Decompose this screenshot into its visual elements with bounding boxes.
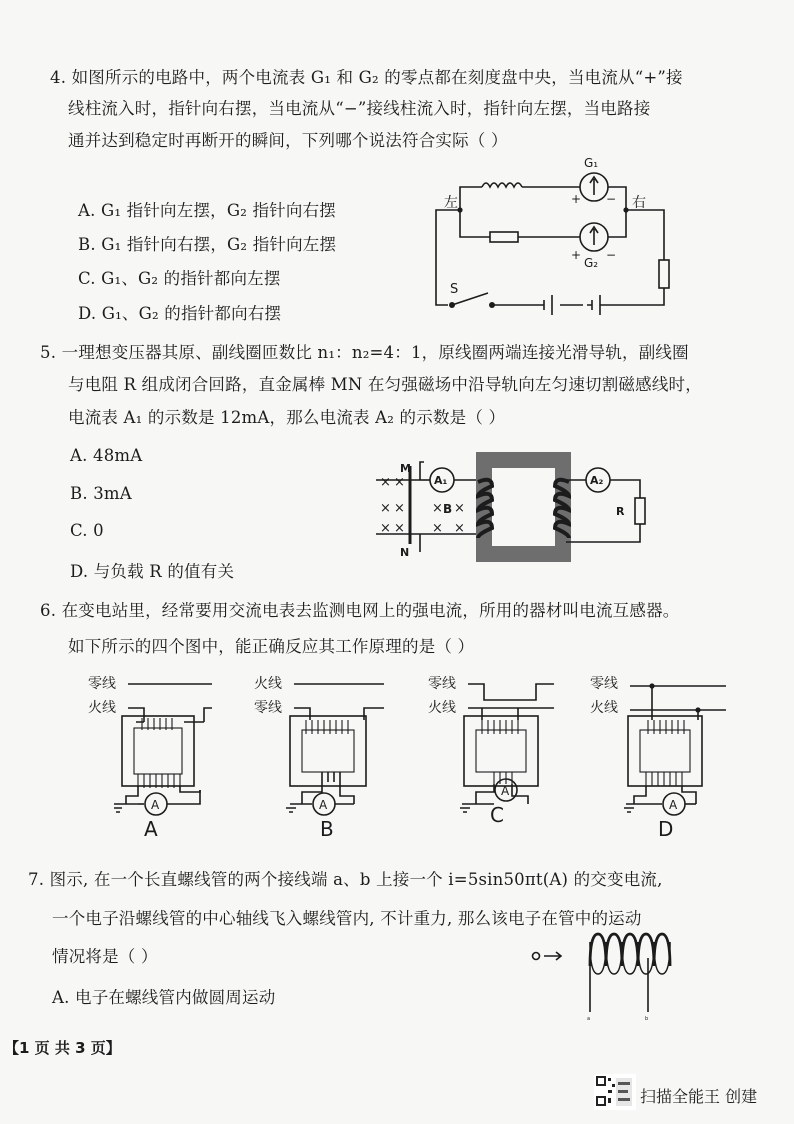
q4-option-b: B. G₁ 指针向右摆，G₂ 指针向左摆	[78, 235, 337, 254]
q6-fig-b-top-label: 火线	[254, 676, 282, 692]
page-number: 【1 页 共 3 页】	[4, 1039, 121, 1057]
q4-g1-minus: −	[606, 192, 617, 206]
q5-b-cross: ×	[432, 521, 443, 536]
q6-fig-d-bottom-label: 火线	[590, 700, 618, 716]
q6-fig-c-label: C	[490, 803, 504, 827]
q6-figure-d	[586, 672, 736, 842]
q5-option-d: D. 与负载 R 的值有关	[70, 562, 235, 581]
q5-b-cross: ×	[394, 501, 405, 516]
q6-figure-b	[250, 672, 390, 842]
q7-stem-line3: 情况将是（ ）	[52, 947, 158, 966]
q5-label-m: M	[400, 462, 411, 475]
q5-label-a2: A₂	[590, 474, 604, 487]
q6-fig-a-meter: A	[151, 798, 160, 812]
q6-stem-line1: 6. 在变电站里，经常要用交流电表去监测电网上的强电流，所用的器材叫电流互感器。	[40, 601, 680, 620]
q6-stem-line2: 如下所示的四个图中，能正确反应其工作原理的是（ ）	[68, 637, 475, 656]
q4-circuit-figure	[430, 155, 680, 315]
q4-label-g2: G₂	[584, 256, 599, 270]
q5-label-a1: A₁	[434, 474, 448, 487]
q6-fig-b-meter: A	[319, 798, 328, 812]
q4-stem-line2: 线柱流入时，指针向右摆，当电流从“−”接线柱流入时，指针向左摆，当电路接	[68, 99, 651, 118]
scanner-watermark: 扫描全能王 创建	[640, 1087, 758, 1106]
q5-stem-line2: 与电阻 R 组成闭合回路，直金属棒 MN 在匀强磁场中沿导轨向左匀速切割磁感线时，	[68, 375, 702, 394]
q5-b-cross: ×	[380, 475, 391, 490]
q4-option-d: D. G₁、G₂ 的指针都向右摆	[78, 304, 282, 323]
q4-option-c: C. G₁、G₂ 的指针都向左摆	[78, 269, 281, 288]
q5-b-cross: ×	[432, 501, 443, 516]
q6-figure-c	[424, 672, 564, 842]
q4-option-a: A. G₁ 指针向左摆，G₂ 指针向右摆	[78, 201, 336, 220]
q6-fig-c-bottom-label: 火线	[428, 700, 456, 716]
qr-code-icon	[594, 1074, 636, 1110]
q6-fig-d-label: D	[658, 817, 674, 841]
q6-fig-a-top-label: 零线	[88, 676, 116, 692]
q7-stem-line1: 7. 图示, 在一个长直螺线管的两个接线端 a、b 上接一个 i=5sin50πt(A) 的交变电流,	[28, 870, 663, 889]
q4-g1-plus: +	[571, 192, 582, 206]
q5-option-a: A. 48mA	[70, 446, 143, 465]
q5-b-cross: ×	[394, 521, 405, 536]
q5-b-cross: ×	[454, 501, 465, 516]
q5-option-b: B. 3mA	[70, 484, 132, 503]
q7-terminal-b: b	[645, 1016, 649, 1022]
q5-b-cross: ×	[394, 475, 405, 490]
q6-fig-a-bottom-label: 火线	[88, 700, 116, 716]
q6-fig-a-label: A	[144, 817, 158, 841]
q4-label-right: 右	[632, 195, 646, 211]
q4-g2-plus: +	[571, 248, 582, 262]
q5-b-cross: ×	[380, 521, 391, 536]
q7-option-a: A. 电子在螺线管内做圆周运动	[52, 988, 276, 1007]
q6-figure-a	[84, 672, 224, 842]
q5-stem-line1: 5. 一理想变压器其原、副线圈匝数比 n₁：n₂=4：1，原线圈两端连接光滑导轨，副线圈	[40, 343, 689, 362]
q6-fig-c-meter: A	[501, 784, 510, 798]
q7-stem-line2: 一个电子沿螺线管的中心轴线飞入螺线管内, 不计重力, 那么该电子在管中的运动	[52, 909, 642, 928]
q6-fig-c-top-label: 零线	[428, 676, 456, 692]
q7-terminal-a: a	[587, 1016, 591, 1022]
q5-label-n: N	[400, 546, 410, 559]
q5-transformer-figure	[376, 452, 656, 567]
q6-fig-b-bottom-label: 零线	[254, 700, 282, 716]
q5-stem-line3: 电流表 A₁ 的示数是 12mA，那么电流表 A₂ 的示数是（ ）	[68, 408, 506, 427]
q4-stem-line1: 4. 如图所示的电路中，两个电流表 G₁ 和 G₂ 的零点都在刻度盘中央，当电流从“+”接	[50, 68, 683, 87]
q4-label-switch: S	[450, 282, 459, 297]
q6-fig-d-top-label: 零线	[590, 676, 618, 692]
q6-fig-b-label: B	[320, 817, 334, 841]
q4-g2-minus: −	[606, 248, 617, 262]
q4-stem-line3: 通并达到稳定时再断开的瞬间，下列哪个说法符合实际（ ）	[68, 131, 508, 150]
q5-b-cross: ×	[454, 521, 465, 536]
q4-label-left: 左	[444, 195, 458, 211]
q7-solenoid-figure	[528, 928, 668, 1020]
q5-option-c: C. 0	[70, 521, 104, 540]
q5-b-cross: ×	[380, 501, 391, 516]
q6-fig-d-meter: A	[669, 798, 678, 812]
q4-label-g1: G₁	[584, 156, 599, 170]
q5-label-b: B	[443, 502, 453, 516]
q5-label-r: R	[616, 505, 625, 518]
